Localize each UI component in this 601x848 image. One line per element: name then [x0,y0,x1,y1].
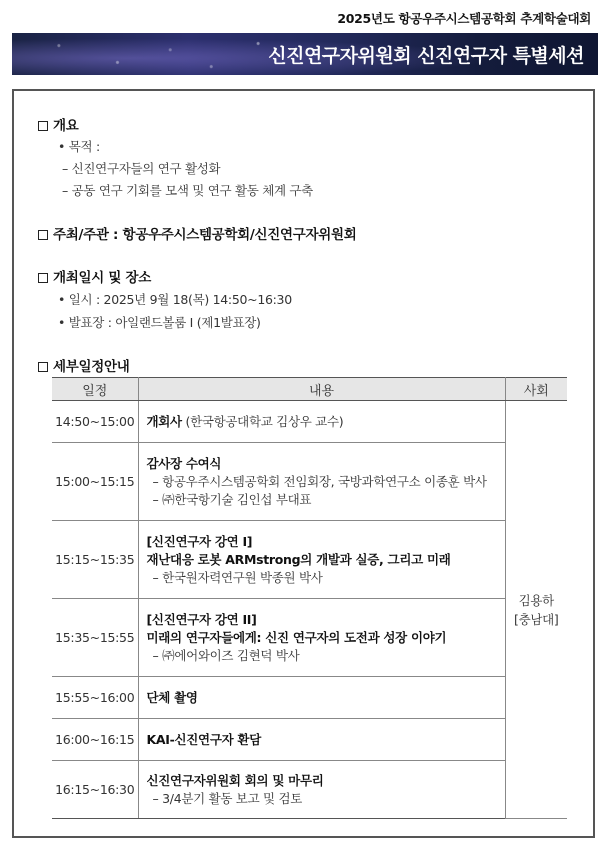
row-content [138,677,505,719]
host-affiliation: [충남대] [514,611,559,627]
column-header-content: 내용 [138,378,505,401]
checkbox-square-icon [38,362,48,372]
checkbox-square-icon [38,121,48,131]
section-datetime-heading: 개최일시 및 장소 [38,266,151,286]
section-schedule-heading: 세부일정안내 [38,355,129,375]
header-banner [12,33,598,75]
row-time: 16:15~16:30 [52,761,138,819]
column-header-time: 일정 [52,378,138,401]
row-time: 15:55~16:00 [52,677,138,719]
host-cell [505,401,567,819]
section-overview-heading: 개요 [38,114,78,134]
row-time: 16:00~16:15 [52,719,138,761]
row-time: 15:15~15:35 [52,521,138,599]
table-row [52,719,567,761]
purpose-item: – 신진연구자들의 연구 활성화 [62,161,221,176]
conference-caption: 2025년도 항공우주시스템공학회 추계학술대회 [337,11,591,26]
checkbox-square-icon [38,273,48,283]
row-title: 감사장 수여식 [146,455,222,471]
row-title: 개회사 [146,413,182,429]
table-row [52,599,567,677]
row-time: 15:35~15:55 [52,599,138,677]
row-content [138,401,505,443]
banner-title: 신진연구자위원회 신진연구자 특별세션 [268,45,584,67]
row-detail: – ㈜한국항기술 김인섭 부대표 [152,491,312,507]
schedule-table [52,377,567,819]
table-row [52,443,567,521]
purpose-item: – 공동 연구 기회를 모색 및 연구 활동 체계 구축 [62,183,313,198]
row-subtitle: 재난대응 로봇 ARMstrong의 개발과 실증, 그리고 미래 [146,551,451,567]
checkbox-square-icon [38,230,48,240]
row-title: 단체 촬영 [146,689,198,705]
row-detail: – 한국원자력연구원 박종원 박사 [152,569,323,585]
row-title: KAI-신진연구자 환담 [146,731,261,747]
row-time: 15:00~15:15 [52,443,138,521]
row-detail: – 3/4분기 활동 보고 및 검토 [152,790,303,806]
table-row [52,401,567,443]
row-detail: – ㈜에어와이즈 김현덕 박사 [152,647,300,663]
row-content [138,719,505,761]
column-header-host: 사회 [505,378,567,401]
purpose-label: • 목적 : [58,139,100,154]
table-row [52,521,567,599]
row-subtitle: 미래의 연구자들에게: 신진 연구자의 도전과 성장 이야기 [146,629,447,645]
row-content [138,599,505,677]
row-time: 14:50~15:00 [52,401,138,443]
row-detail: – 항공우주시스템공학회 전임회장, 국방과학연구소 이종훈 박사 [152,473,487,489]
datetime-item: • 일시 : 2025년 9월 18(목) 14:50~16:30 [58,292,292,307]
host-name: 김용하 [518,592,554,608]
table-row [52,677,567,719]
row-title: 신진연구자위원회 회의 및 마무리 [146,772,324,788]
row-content [138,761,505,819]
section-organizer-heading: 주최/주관 : 항공우주시스템공학회/신진연구자위원회 [38,223,356,243]
row-content [138,521,505,599]
row-title: [신진연구자 강연 I] [146,533,253,549]
row-content [138,443,505,521]
row-title: [신진연구자 강연 II] [146,611,257,627]
row-title-suffix: (한국항공대학교 김상우 교수) [181,413,344,429]
venue-item: • 발표장 : 아일랜드볼룸 I (제1발표장) [58,315,261,330]
table-row [52,761,567,819]
